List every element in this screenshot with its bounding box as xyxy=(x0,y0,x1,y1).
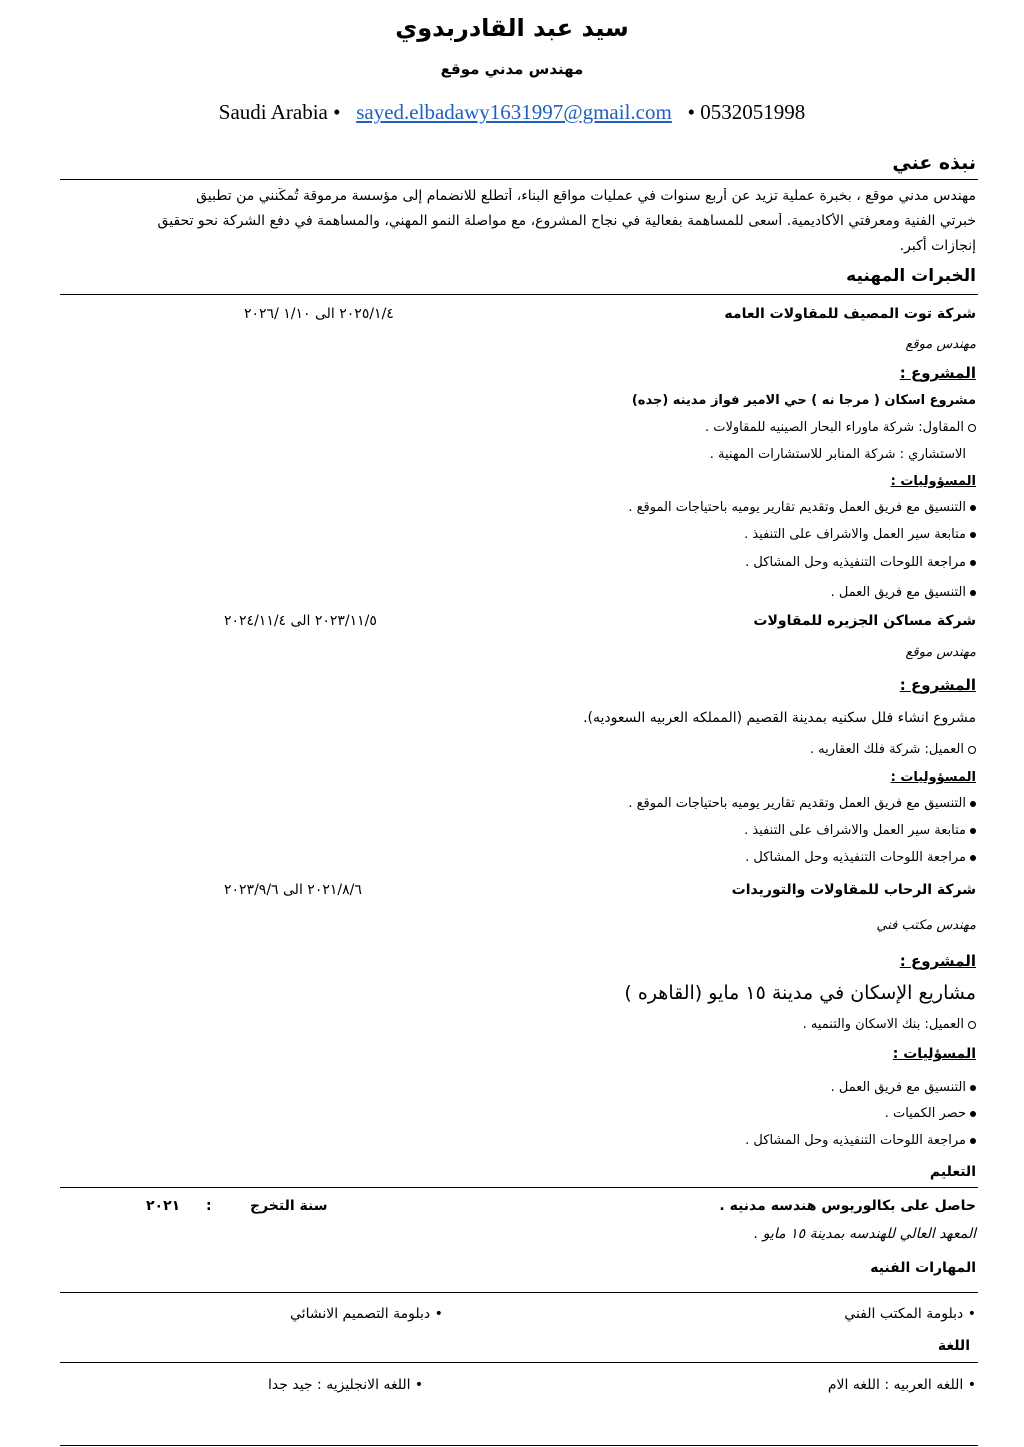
responsibilities-heading: المسؤليات : xyxy=(892,1046,976,1062)
list-item: المقاول: شركة ماوراء البحار الصينيه للمقاولات . xyxy=(705,420,976,435)
education-heading: التعليم xyxy=(929,1164,976,1180)
language-heading: اللغة xyxy=(937,1338,970,1354)
separator-dot: • xyxy=(333,100,341,124)
divider xyxy=(60,179,978,180)
separator-dot: • xyxy=(687,100,695,124)
bullet-icon xyxy=(970,801,976,807)
list-item: مراجعة اللوحات التنفيذيه وحل المشاكل . xyxy=(745,1133,976,1148)
email-link[interactable]: sayed.elbadawy1631997@gmail.com xyxy=(356,100,672,124)
bullet-icon: • xyxy=(410,1377,424,1393)
skill-item: • دبلومة التصميم الانشائي xyxy=(290,1306,443,1322)
about-line-2: خبرتي الفنية ومعرفتي الأكاديمية. أسعى للمساهمة بفعالية في نجاح المشروع، مع مواصلة النمو المهني، والمساهمة في دفع الشركة نحو تحقيق xyxy=(157,213,976,229)
job-dates: ٢٠٢٣/١١/٥ الى ٢٠٢٤/١١/٤ xyxy=(224,613,377,629)
circle-bullet-icon xyxy=(968,746,976,754)
skills-heading: المهارات الفنيه xyxy=(870,1260,976,1276)
circle-bullet-icon xyxy=(968,424,976,432)
project-heading: المشروع : xyxy=(899,676,976,694)
language-item: • اللغه الانجليزيه : جيد جدا xyxy=(268,1377,424,1393)
experience-heading: الخبرات المهنيه xyxy=(846,266,976,286)
bullet-icon xyxy=(970,855,976,861)
divider xyxy=(60,294,978,295)
bullet-icon: • xyxy=(430,1306,443,1322)
language-item: • اللغه العربيه : اللغه الام xyxy=(827,1377,976,1393)
project-name: مشاريع الإسكان في مدينة ١٥ مايو (القاهره ) xyxy=(624,982,976,1004)
institute: المعهد العالي للهندسه بمدينة ١٥ مايو . xyxy=(753,1226,976,1242)
bullet-icon xyxy=(970,1085,976,1091)
divider xyxy=(60,1292,978,1293)
circle-bullet-icon xyxy=(968,1021,976,1029)
list-item: مراجعة اللوحات التنفيذيه وحل المشاكل . xyxy=(745,850,976,865)
project-heading: المشروع : xyxy=(899,364,976,382)
bullet-icon xyxy=(970,505,976,511)
list-item: التنسيق مع فريق العمل . xyxy=(831,1080,976,1095)
about-heading: نبذه عني xyxy=(892,152,976,174)
degree: حاصل على بكالوريوس هندسه مدنيه . xyxy=(719,1198,976,1214)
list-item: التنسيق مع فريق العمل وتقديم تقارير يوميه باحتياجات الموقع . xyxy=(628,796,976,811)
list-item: مراجعة اللوحات التنفيذيه وحل المشاكل . xyxy=(745,555,976,570)
project-name: مشروع انشاء فلل سكنيه بمدينة القصيم (المملكه العربيه السعوديه). xyxy=(583,710,976,726)
list-item: العميل: شركة فلك العقاريه . xyxy=(810,742,976,757)
about-line-3: إنجازات أكبر. xyxy=(899,238,976,254)
bullet-icon xyxy=(970,590,976,596)
job-company: شركة الرحاب للمقاولات والتوريدات xyxy=(731,882,976,898)
divider xyxy=(60,1362,978,1363)
bullet-icon xyxy=(970,1138,976,1144)
job-role: مهندس موقع xyxy=(905,337,976,352)
job-dates: ٢٠٢٥/١/٤ الى ١/١٠ /٢٠٢٦ xyxy=(244,306,394,322)
candidate-name: سيد عبد القادربدوي xyxy=(395,14,629,42)
job-role: مهندس موقع xyxy=(905,645,976,660)
list-item: التنسيق مع فريق العمل وتقديم تقارير يوميه باحتياجات الموقع . xyxy=(628,500,976,515)
contact-line xyxy=(0,100,1024,125)
responsibilities-heading: المسؤوليات : xyxy=(890,474,976,489)
list-item: العميل: بنك الاسكان والتنميه . xyxy=(803,1017,976,1032)
graduation-year: ٢٠٢١ xyxy=(146,1198,181,1214)
phone-number: 0532051998 xyxy=(700,100,806,124)
bullet-icon: • xyxy=(963,1377,976,1393)
country: Saudi Arabia xyxy=(218,100,328,124)
bullet-icon xyxy=(970,828,976,834)
candidate-title: مهندس مدني موقع xyxy=(440,60,584,78)
list-item: حصر الكميات . xyxy=(885,1106,976,1121)
bullet-icon xyxy=(970,1111,976,1117)
graduation-label: سنة التخرج xyxy=(250,1198,328,1214)
list-item: متابعة سير العمل والاشراف على التنفيذ . xyxy=(744,823,976,838)
job-company: شركة مساكن الجزيره للمقاولات xyxy=(753,613,976,629)
bullet-icon: • xyxy=(963,1306,976,1322)
list-item: التنسيق مع فريق العمل . xyxy=(831,585,976,600)
job-dates: ٢٠٢١/٨/٦ الى ٢٠٢٣/٩/٦ xyxy=(224,882,362,898)
job-role: مهندس مكتب فني xyxy=(876,918,976,933)
graduation-colon: : xyxy=(206,1198,212,1214)
job-company: شركة توت المصيف للمقاولات العامه xyxy=(724,306,976,322)
project-heading: المشروع : xyxy=(899,952,976,970)
responsibilities-heading: المسؤوليات : xyxy=(890,770,976,785)
list-item: الاستشاري : شركة المنابر للاستشارات المهنية . xyxy=(709,447,966,462)
project-name: مشروع اسكان ( مرجا نه ) حي الامير فواز مدينه (جده) xyxy=(631,393,976,408)
about-line-1: مهندس مدني موقع ، بخبرة عملية تزيد عن أربع سنوات في عمليات مواقع البناء، أتطلع للانضمام إلى مؤسسة مرموقة تُمكّنني من تطبيق xyxy=(196,188,976,204)
skill-item: • دبلومة المكتب الفني xyxy=(844,1306,976,1322)
bullet-icon xyxy=(970,560,976,566)
divider xyxy=(60,1187,978,1188)
list-item: متابعة سير العمل والاشراف على التنفيذ . xyxy=(744,527,976,542)
bullet-icon xyxy=(970,532,976,538)
divider xyxy=(60,1445,978,1446)
